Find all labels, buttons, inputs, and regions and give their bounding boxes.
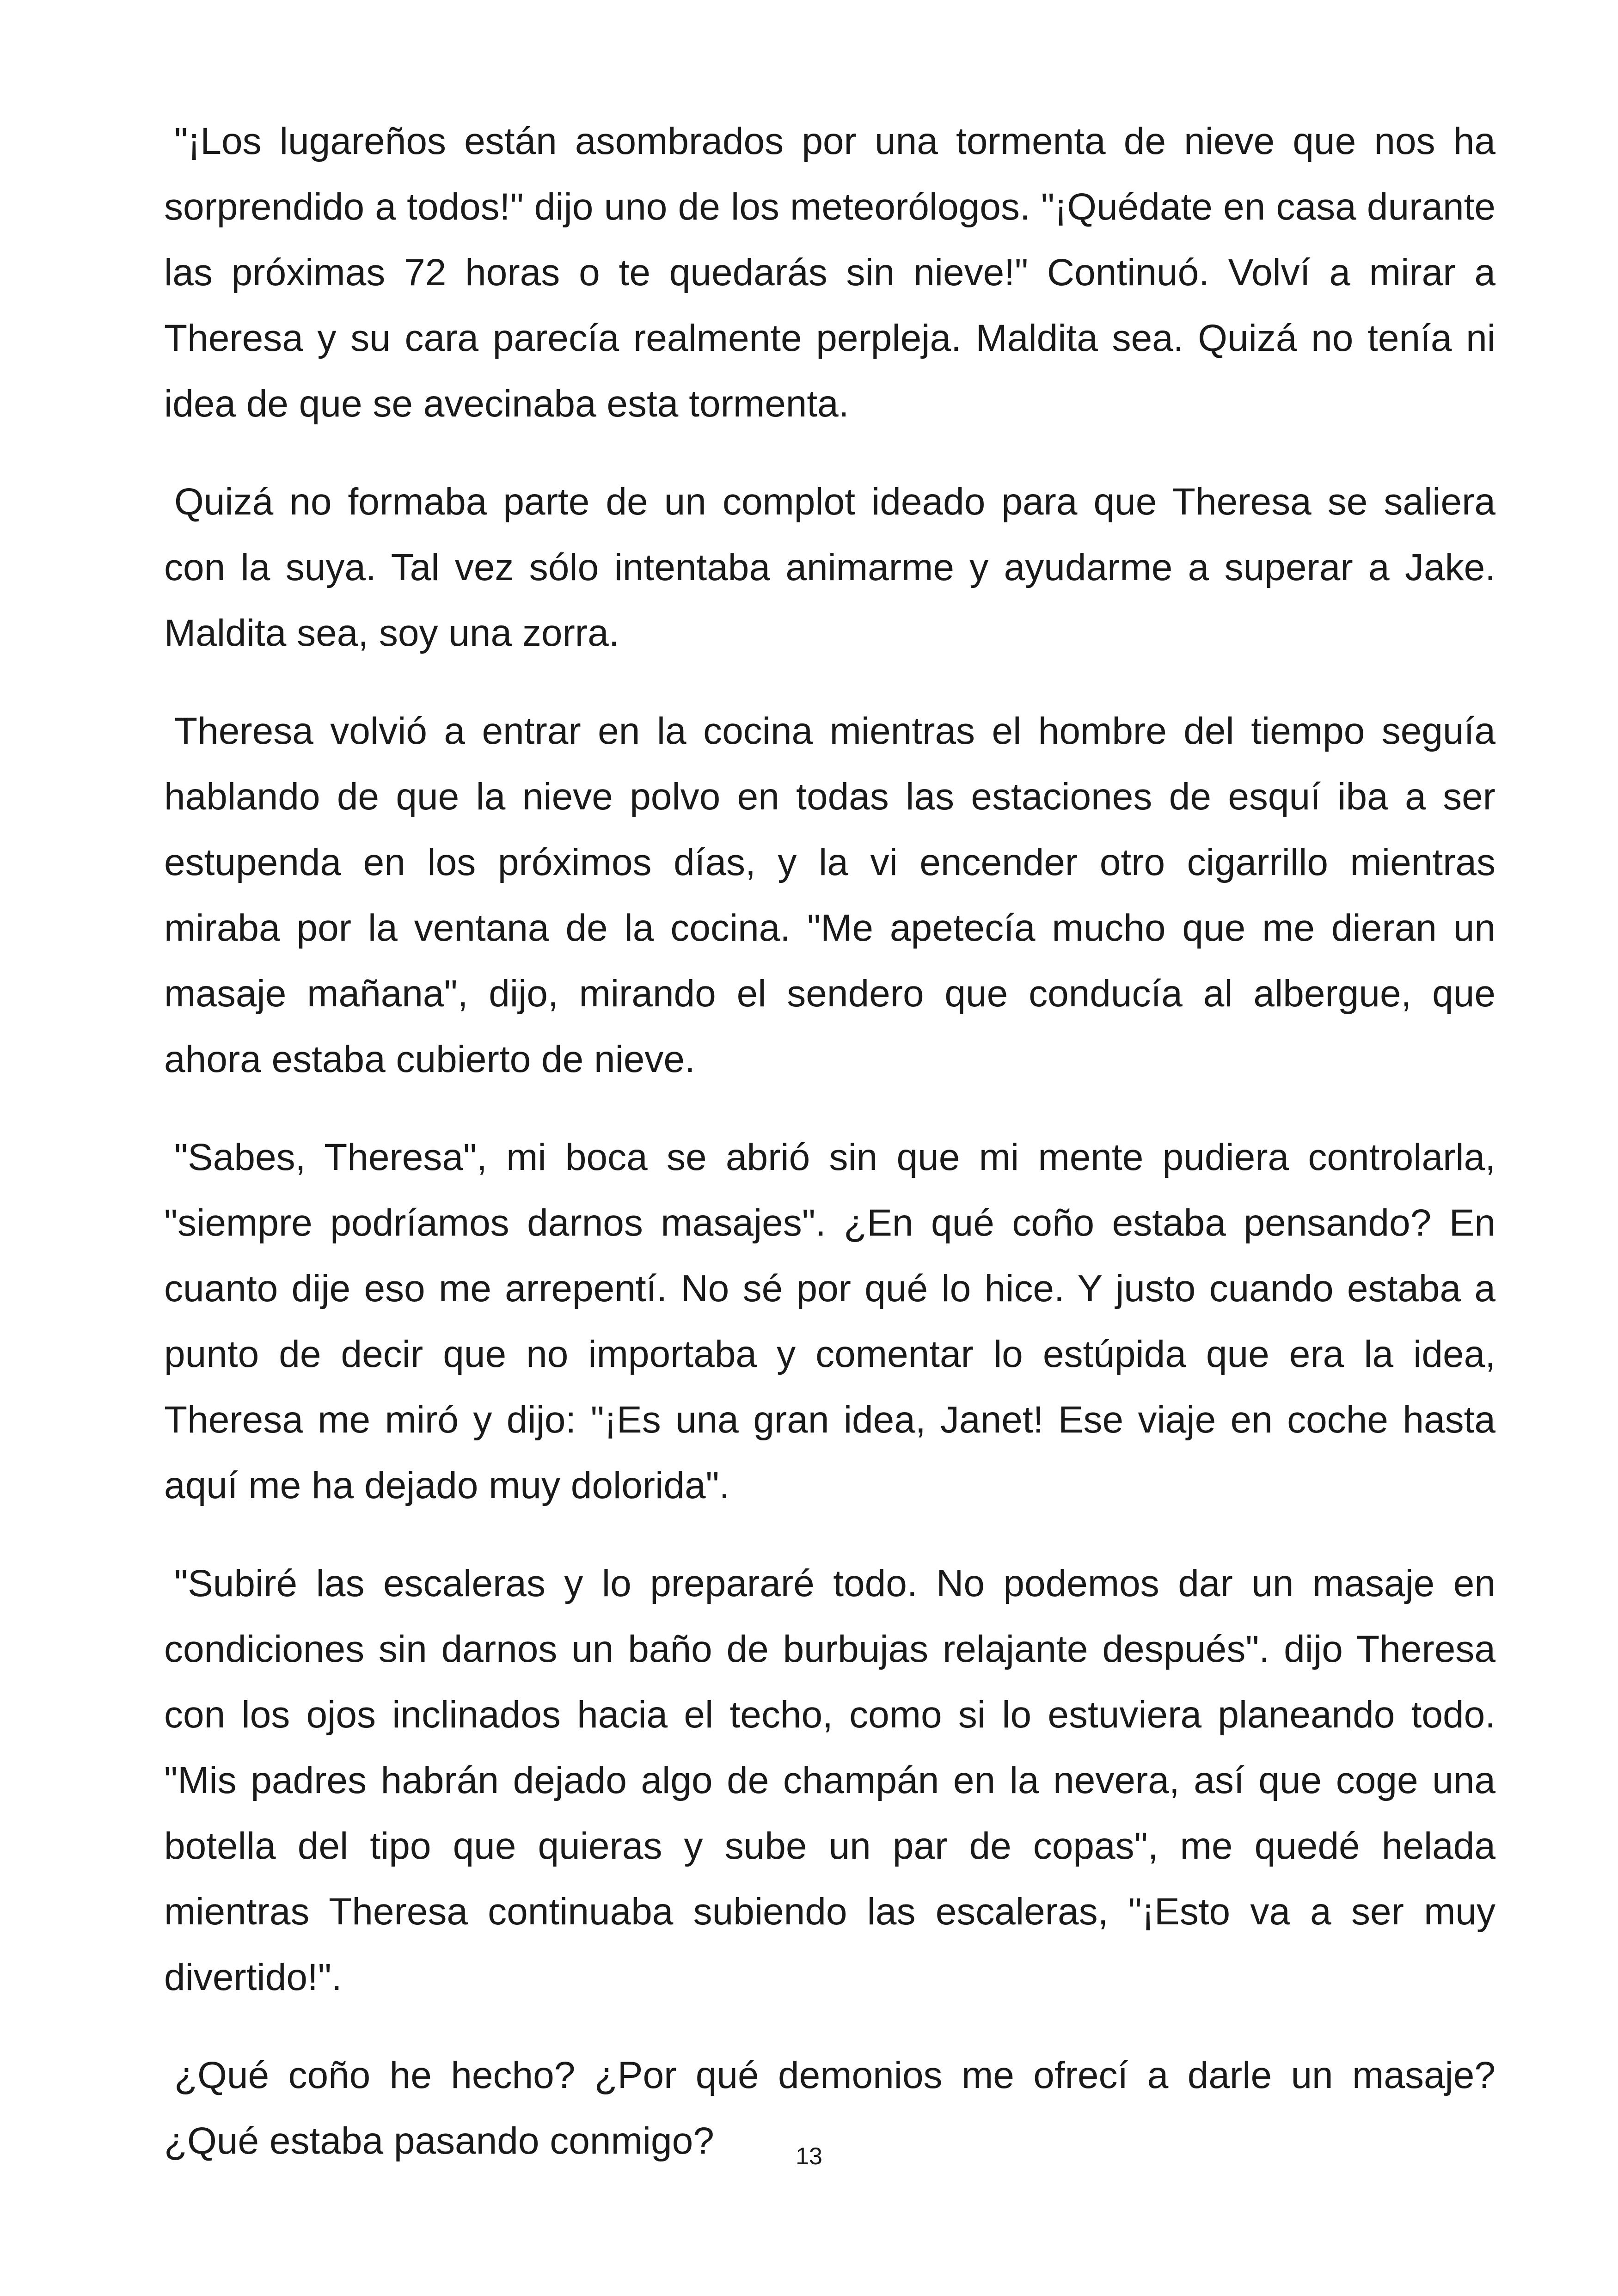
paragraph-1: "¡Los lugareños están asombrados por una tormenta de nieve que nos ha sorprendido a todos!" dijo uno de los meteorólogos. "¡Quédate en casa durante las próximas 72 horas o te quedarás sin nieve!" Continuó. Volví a mirar a Theresa y su cara parecía realmente perpleja. Maldita sea. Quizá no tenía ni idea de que se avecinaba esta tormenta.: [164, 120, 1495, 425]
paragraph-3: Theresa volvió a entrar en la cocina mientras el hombre del tiempo seguía hablando de que la nieve polvo en todas las estaciones de esquí iba a ser estupenda en los próximos días, y la vi encender otro cigarrillo mientras miraba por la ventana de la cocina. "Me apetecía mucho que me dieran un masaje mañana", dijo, mirando el sendero que conducía al albergue, que ahora estaba cubierto de nieve.: [164, 710, 1495, 1080]
page-number: 13: [796, 2143, 822, 2170]
paragraph-5: "Subiré las escaleras y lo prepararé todo. No podemos dar un masaje en condiciones sin darnos un baño de burbujas relajante después". dijo Theresa con los ojos inclinados hacia el techo, como si lo estuviera planeando todo. "Mis padres habrán dejado algo de champán en la nevera, así que coge una botella del tipo que quieras y sube un par de copas", me quedé helada mientras Theresa continuaba subiendo las escaleras, "¡Esto va a ser muy divertido!".: [164, 1562, 1495, 1998]
body-text: [164, 109, 1495, 2206]
paragraph-6: ¿Qué coño he hecho? ¿Por qué demonios me ofrecí a darle un masaje? ¿Qué estaba pasando conmigo?: [164, 2054, 1495, 2162]
paragraph-4: "Sabes, Theresa", mi boca se abrió sin que mi mente pudiera controlarla, "siempre podríamos darnos masajes". ¿En qué coño estaba pensando? En cuanto dije eso me arrepentí. No sé por qué lo hice. Y justo cuando estaba a punto de decir que no importaba y comentar lo estúpida que era la idea, Theresa me miró y dijo: "¡Es una gran idea, Janet! Ese viaje en coche hasta aquí me ha dejado muy dolorida".: [164, 1136, 1495, 1506]
paragraph-2: Quizá no formaba parte de un complot ideado para que Theresa se saliera con la suya. Tal vez sólo intentaba animarme y ayudarme a superar a Jake. Maldita sea, soy una zorra.: [164, 481, 1495, 654]
